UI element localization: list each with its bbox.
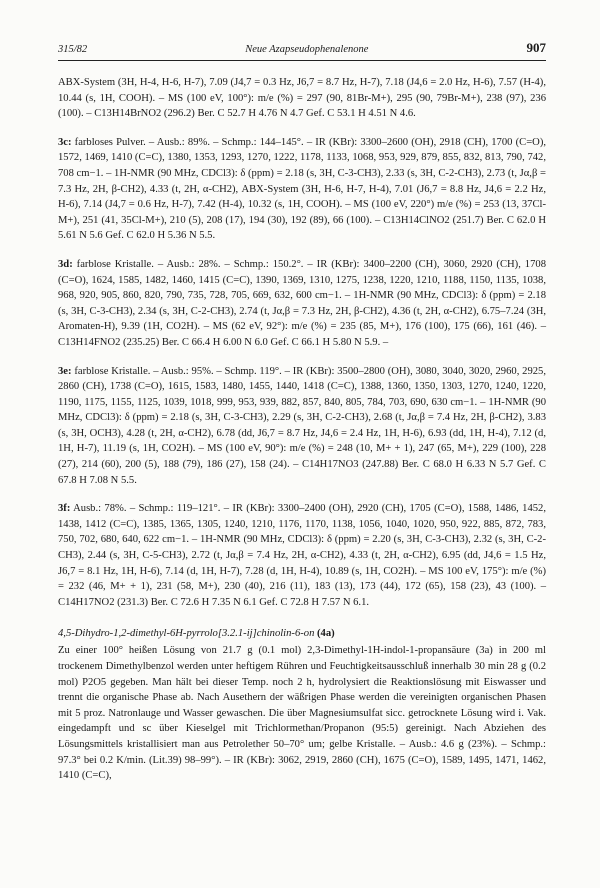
paragraph-text: Ausb.: 78%. – Schmp.: 119–121°. – IR (KBr): 3300–2400 (OH), 2920 (CH), 1705 (C=O), 1588, 1486, 1452, 1438, 1412 (C=C), 1385, 1365, 1305, 1240, 1210, 1176, 1170, 1138, 1056, 1040, 1020, 950, 922, 885, 872, 783, 750, 702, 680, 640, 622 cm−1. – 1H-NMR (90 MHz, CDCl3): δ (ppm) = 2.20 (s, 3H, C-3-CH3), 2.32 (s, 3H, C-2-CH3), 2.44 (s, 3H, C-5-CH3), 2.72 (t, Jα,β = 7.4 Hz, 2H, α-CH2), 4.33 (t, 2H, α-CH2), 6.95 (dd, J4,6 = 1.5 Hz, J6,7 = 8.1 Hz, 1H, H-6), 7.14 (d, 1H, H-7), 7.28 (d, 1H, H-4), 10.89 (s, 1H, CO2H). – MS 100 eV, 175°): m/e (%) = 232 (46, M+ + 1), 231 (58, M+), 230 (40), 216 (11), 183 (13), 173 (44), 172 (65), 158 (23), 43 (100). – C14H17NO2 (231.3) Ber. C 72.6 H 7.35 N 6.1 Gef. C 72.8 H 7.57 N 6.1.: [58, 503, 546, 608]
journal-page: [58, 40, 546, 797]
procedure-text: Zu einer 100° heißen Lösung von 21.7 g (0.1 mol) 2,3-Dimethyl-1H-indol-1-propansäure (3a) in 200 ml trockenem Dimethylbenzol werden unter heftigem Rühren und Feuchtigkeitsausschluß innerhalb 30 min 28 g (0.2 mol) P2O5 gegeben. Man hält bei dieser Temp. noch 2 h, hydrolysiert die Reaktionslösung mit Eiswasser und trennt die organische Phase ab. Nach Ausethern der wäßrigen Phase werden die vereinigten organischen Phasen mit 5 proz. Natronlauge und Wasser gewaschen. Die über Magnesiumsulfat sicc. getrocknete Lösung wird i. Vak. eingedampft und sc über Kieselgel mit Trichlormethan/Propanon (95:5) gereinigt. Nach Abziehen des Lösungsmittels kristallisiert man aus Petrolether 50–70° um; gelbe Kristalle. – Ausb.: 4.6 g (23%). – Schmp.: 97.3° bei 0.2 K/min. (Lit.39) 98–99°). – IR (KBr): 3062, 2919, 2860 (CH), 1675 (C=O), 1589, 1495, 1471, 1462, 1410 (C=C),: [58, 645, 546, 782]
compound-label: 3c:: [58, 136, 72, 148]
running-title: Neue Azapseudophenalenone: [245, 44, 369, 55]
compound-label: 3f:: [58, 503, 71, 515]
paragraph-text: farblose Kristalle. – Ausb.: 95%. – Schmp. 119°. – IR (KBr): 3500–2800 (OH), 3080, 3040, 3020, 2960, 2925, 2860 (CH), 1738 (C=O), 1615, 1583, 1480, 1455, 1440, 1418 (C=C), 1388, 1360, 1350, 1303, 1270, 1240, 1220, 1190, 1175, 1155, 1125, 1039, 1018, 999, 953, 939, 882, 857, 840, 805, 784, 703, 690, 630 cm−1. – 1H-NMR (90 MHz, CDCl3): δ (ppm) = 2.18 (s, 3H, C-3-CH3), 2.29 (s, 3H, C-2-CH3), 2.68 (t, Jα,β = 7.4 Hz, 2H, β-CH2), 3.83 (s, 3H, OCH3), 4.28 (t, 2H, α-CH2), 6.78 (dd, J6,7 = 8.7 Hz, J4,6 = 2.4 Hz, 1H, H-6), 6.93 (dd, 1H, H-4), 7.12 (d, 1H, H-7), 11.19 (s, 1H, CO2H). – MS (100 eV, 90°): m/e (%) = 248 (10, M+ + 1), 247 (65, M+), 229 (100), 228 (27), 214 (60), 200 (5), 188 (79), 186 (27), 158 (24). – C14H17NO3 (247.88) Ber. C 68.0 H 6.33 N 5.7 Gef. C 67.8 H 7.08 N 5.5.: [58, 365, 546, 486]
paragraph-continuation: [58, 75, 546, 122]
page-number: 907: [526, 40, 546, 55]
paragraph-text: ABX-System (3H, H-4, H-6, H-7), 7.09 (J4,7 = 0.3 Hz, J6,7 = 8.7 Hz, H-7), 7.18 (J4,6 = 2.0 Hz, H-6), 7.57 (H-4), 10.44 (s, 1H, COOH). – MS (100 eV, 100°): m/e (%) = 297 (90, 81Br-M+), 295 (90, 79Br-M+), 238 (97), 236 (100). – C13H14BrNO2 (296.2) Ber. C 52.7 H 4.76 N 4.7 Gef. C 53.1 H 4.51 N 4.6.: [58, 77, 546, 120]
paragraph-compound-3e: [58, 364, 546, 489]
section-tag: (4a): [317, 628, 335, 640]
section-title: 4,5-Dihydro-1,2-dimethyl-6H-pyrrolo[3.2.1-ij]chinolin-6-on: [58, 628, 315, 640]
paragraph-compound-3f: [58, 501, 546, 610]
section-heading: [58, 628, 546, 639]
paragraph-compound-3d: [58, 257, 546, 351]
paragraph-text: farblose Kristalle. – Ausb.: 28%. – Schmp.: 150.2°. – IR (KBr): 3400–2200 (CH), 3060, 2920 (CH), 1708 (C=O), 1624, 1585, 1482, 1460, 1415 (C=C), 1390, 1369, 1310, 1275, 1238, 1220, 1210, 1188, 1150, 1135, 1038, 968, 920, 905, 860, 820, 790, 735, 728, 705, 669, 632, 600 cm−1. – 1H-NMR (90 MHz, CDCl3): δ (ppm) = 2.18 (s, 3H, C-3-CH3), 2.34 (s, 3H, C-2-CH3), 2.74 (t, Jα,β = 7.3 Hz, 2H, β-CH2), 4.36 (t, 2H, α-CH2), 6.75–7.24 (3H, Aromaten-H), 9.39 (1H, CO2H). – MS (62 eV, 92°): m/e (%) = 235 (85, M+), 176 (100), 175 (66), 161 (46). – C13H14FNO2 (235.25) Ber. C 66.4 H 6.00 N 6.0 Gef. C 66.1 H 5.80 N 5.9. –: [58, 258, 546, 348]
compound-label: 3e:: [58, 365, 72, 377]
header-rule: [58, 60, 546, 61]
paragraph-compound-3c: [58, 135, 546, 244]
running-header: [58, 40, 546, 58]
journal-issue: 315/82: [58, 44, 88, 55]
paragraph-text: farbloses Pulver. – Ausb.: 89%. – Schmp.: 144–145°. – IR (KBr): 3300–2600 (OH), 2918 (CH), 1700 (C=O), 1572, 1469, 1410 (C=C), 1380, 1353, 1293, 1270, 1222, 1178, 1133, 1068, 953, 929, 879, 855, 832, 813, 790, 742, 708 cm−1. – 1H-NMR (90 MHz, CDCl3): δ (ppm) = 2.18 (s, 3H, C-3-CH3), 2.33 (s, 3H, C-2-CH3), 2.73 (t, Jα,β = 7.3 Hz, 2H, β-CH2), 4.33 (t, 2H, α-CH2), ABX-System (3H, H-6, H-7, H-4), 7.01 (J6,7 = 8.8 Hz, J4,6 = 2.2 Hz, H-6), 7.14 (J4,7 = 0.6 Hz, H-7), 7.42 (H-4), 10.32 (s, 1H, COOH). – MS (100 eV, 220°) m/e (%) = 253 (13, 37Cl-M+), 251 (41, 35Cl-M+), 210 (5), 208 (17), 194 (30), 192 (89), 66 (100). – C13H14ClNO2 (251.7) Ber. C 62.0 H 5.61 N 5.6 Gef. C 62.0 H 5.36 N 5.5.: [58, 136, 546, 242]
compound-label: 3d:: [58, 258, 73, 270]
procedure-paragraph: [58, 643, 546, 783]
